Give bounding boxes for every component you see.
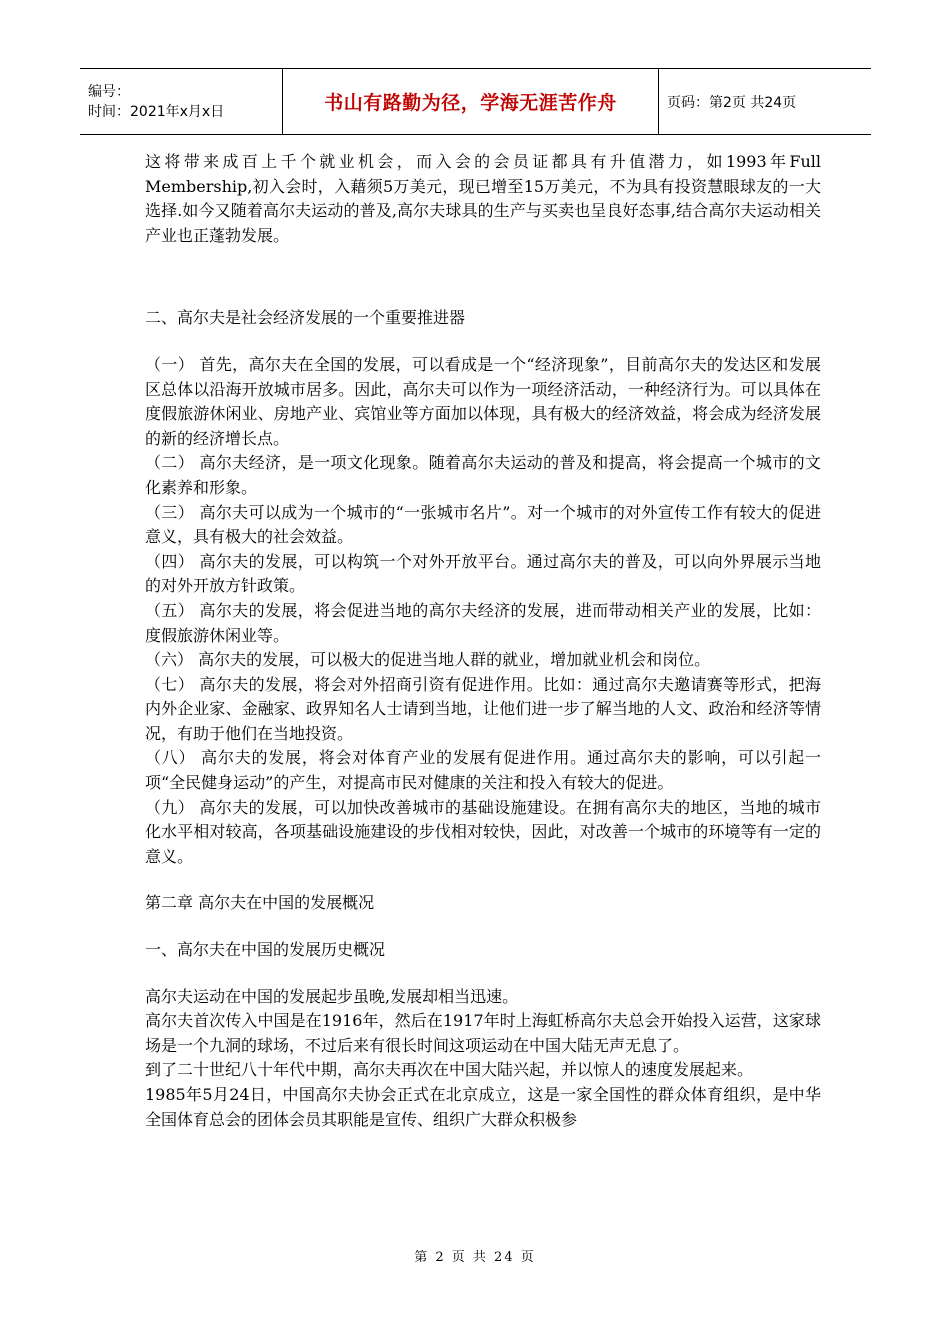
history-paragraph: 1985年5月24日，中国高尔夫协会正式在北京成立，这是一家全国性的群众体育组织，是中华全国体育总会的团体会员其职能是宣传、组织广大群众积极参 — [145, 1085, 821, 1129]
list-item: （五） 高尔夫的发展，将会促进当地的高尔夫经济的发展，进而带动相关产业的发展，比如：度假旅游休闲业等。 — [145, 600, 821, 645]
list-item: （三） 高尔夫可以成为一个城市的“一张城市名片”。对一个城市的对外宣传工作有较大的促进意义，具有极大的社会效益。 — [145, 502, 821, 547]
header-meta — [80, 69, 282, 134]
header-motto: 书山有路勤为径，学海无涯苦作舟 — [324, 92, 617, 114]
chapter-heading: 第二章 高尔夫在中国的发展概况 — [145, 893, 375, 913]
document-body — [145, 150, 821, 1132]
section-heading: 二、高尔夫是社会经济发展的一个重要推进器 — [145, 308, 466, 328]
header-page-cell — [659, 69, 871, 134]
list-item: （一） 首先，高尔夫在全国的发展，可以看成是一个“经济现象”，目前高尔夫的发达区和发展区总体以沿海开放城市居多。因此，高尔夫可以作为一项经济活动，一种经济行为。可以具体在度假旅游休闲业、房地产业、宾馆业等方面加以体现，具有极大的经济效益，将会成为经济发展的新的经济增长点。 — [145, 354, 821, 448]
subsection-heading: 一、高尔夫在中国的发展历史概况 — [145, 940, 386, 960]
list-item: （七） 高尔夫的发展，将会对外招商引资有促进作用。比如：通过高尔夫邀请赛等形式，把海内外企业家、金融家、政界知名人士请到当地，让他们进一步了解当地的人文、政治和经济等情况，有助于他们在当地投资。 — [145, 674, 821, 743]
list-item: （二） 高尔夫经济，是一项文化现象。随着高尔夫运动的普及和提高，将会提高一个城市的文化素养和形象。 — [145, 453, 821, 497]
header-motto-cell — [282, 69, 659, 134]
document-date: 时间：2021年x月x日 — [88, 103, 225, 120]
history-paragraph: 到了二十世纪八十年代中期，高尔夫再次在中国大陆兴起，并以惊人的速度发展起来。 — [145, 1060, 754, 1080]
header-page-number: 页码：第2页 共24页 — [667, 94, 797, 111]
document-number-label: 编号： — [88, 83, 130, 100]
list-item: （四） 高尔夫的发展，可以构筑一个对外开放平台。通过高尔夫的普及，可以向外界展示当地的对外开放方针政策。 — [145, 551, 821, 596]
list-item: （八） 高尔夫的发展，将会对体育产业的发展有促进作用。通过高尔夫的影响，可以引起一项“全民健身运动”的产生，对提高市民对健康的关注和投入有较大的促进。 — [145, 748, 821, 793]
page-header — [80, 68, 871, 135]
page-footer: 第 2 页 共 24 页 — [414, 1250, 536, 1265]
list-item: （九） 高尔夫的发展，可以加快改善城市的基础设施建设。在拥有高尔夫的地区，当地的城市化水平相对较高，各项基础设施建设的步伐相对较快，因此，对改善一个城市的环境等有一定的意义。 — [145, 797, 821, 866]
list-item: （六） 高尔夫的发展，可以极大的促进当地人群的就业，增加就业机会和岗位。 — [145, 650, 711, 670]
intro-paragraph: 这将带来成百上千个就业机会，而入会的会员证都具有升值潜力，如1993年Full Membership,初入会时，入藉须5万美元，现已增至15万美元，不为具有投资慧眼球友的一大选择.如今又随着高尔夫运动的普及,高尔夫球具的生产与买卖也呈良好态事,结合高尔夫运动相关产业也正蓬勃发展。 — [145, 152, 821, 245]
history-paragraph: 高尔夫运动在中国的发展起步虽晚,发展却相当迅速。 — [145, 986, 519, 1006]
history-paragraph: 高尔夫首次传入中国是在1916年，然后在1917年时上海虹桥高尔夫总会开始投入运营，这家球场是一个九洞的球场，不过后来有很长时间这项运动在中国大陆无声无息了。 — [145, 1011, 821, 1055]
